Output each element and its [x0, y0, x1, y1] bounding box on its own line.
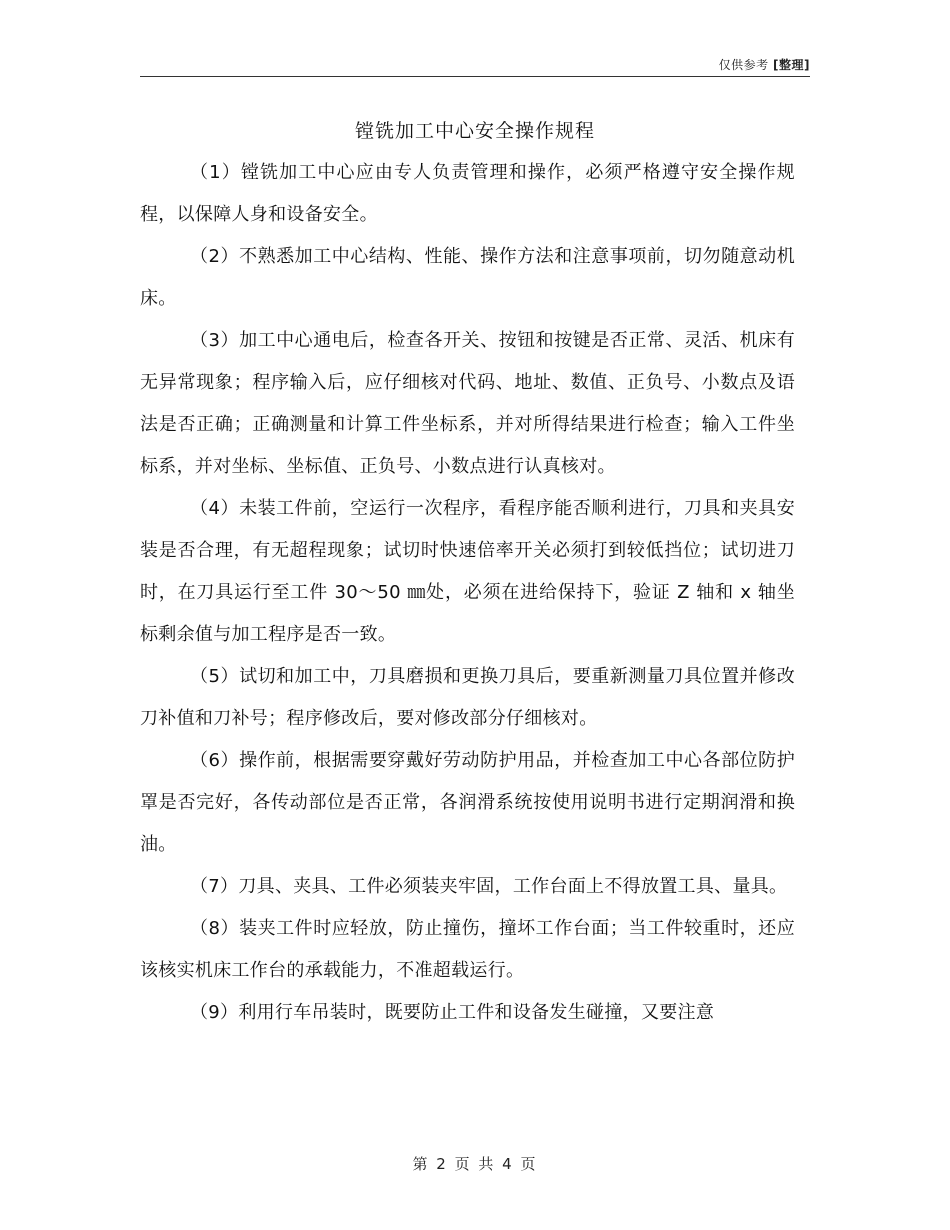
header-note: [719, 56, 810, 73]
header-note-text: 仅供参考: [718, 58, 769, 72]
paragraph-6: （6）操作前，根据需要穿戴好劳动防护用品，并检查加工中心各部位防护罩是否完好，各传动部位是否正常，各润滑系统按使用说明书进行定期润滑和换油。: [140, 750, 795, 855]
document-title: 镗铣加工中心安全操作规程: [354, 120, 595, 142]
paragraph-9: （9）利用行车吊装时，既要防止工件和设备发生碰撞，又要注意: [190, 1002, 715, 1023]
paragraph-2: （2）不熟悉加工中心结构、性能、操作方法和注意事项前，切勿随意动机床。: [140, 246, 795, 309]
paragraph-8: （8）装夹工件时应轻放，防止撞伤，撞坏工作台面；当工件较重时，还应该核实机床工作台的承载能力，不准超载运行。: [140, 918, 795, 981]
page-footer: 第 2 页 共 4 页: [412, 1155, 538, 1173]
paragraph-5: （5）试切和加工中，刀具磨损和更换刀具后，要重新测量刀具位置并修改刀补值和刀补号；程序修改后，要对修改部分仔细核对。: [140, 666, 795, 729]
paragraph-1: （1）镗铣加工中心应由专人负责管理和操作，必须严格遵守安全操作规程，以保障人身和设备安全。: [140, 162, 795, 225]
document-body: [140, 152, 795, 1034]
header-note-bracket: [整理]: [773, 58, 810, 72]
paragraph-3: （3）加工中心通电后，检查各开关、按钮和按键是否正常、灵活、机床有无异常现象；程序输入后，应仔细核对代码、地址、数值、正负号、小数点及语法是否正确；正确测量和计算工件坐标系，并对所得结果进行检查；输入工件坐标系，并对坐标、坐标值、正负号、小数点进行认真核对。: [140, 330, 795, 477]
paragraph-4: （4）未装工件前，空运行一次程序，看程序能否顺利进行，刀具和夹具安装是否合理，有无超程现象；试切时快速倍率开关必须打到较低挡位；试切进刀时，在刀具运行至工件 30～50 ㎜处，必须在进给保持下，验证 Z 轴和 x 轴坐标剩余值与加工程序是否一致。: [140, 498, 795, 645]
paragraph-7: （7）刀具、夹具、工件必须装夹牢固，工作台面上不得放置工具、量具。: [190, 876, 788, 897]
header-divider: [140, 76, 810, 77]
